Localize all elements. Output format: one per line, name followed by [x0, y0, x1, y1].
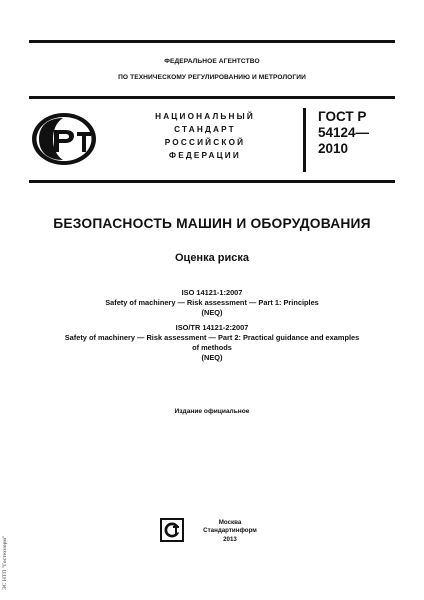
gost-number: 54124—: [318, 125, 370, 140]
agency-rule: [29, 96, 395, 99]
gost-designation: ГОСТ Р: [318, 109, 367, 124]
standard-1-note: (NEQ): [201, 308, 223, 317]
publisher-block: [195, 519, 265, 544]
standard-1-code: ISO 14121-1:2007: [181, 288, 243, 297]
top-rule: [29, 40, 395, 43]
side-watermark-text: ЭС НТП "Гостехнорм": [2, 535, 8, 590]
national-standard-line-1: НАЦИОНАЛЬНЫЙ: [155, 112, 255, 121]
standard-2-note: (NEQ): [201, 353, 223, 362]
gost-year: 2010: [318, 141, 349, 156]
rst-logo-icon: [30, 110, 98, 168]
standard-2-name-line-2: of methods: [192, 343, 232, 352]
document-title: БЕЗОПАСНОСТЬ МАШИН И ОБОРУДОВАНИЯ: [53, 216, 371, 231]
standard-2-code: ISO/TR 14121-2:2007: [175, 323, 249, 332]
national-standard-line-3: РОССИЙСКОЙ: [164, 138, 246, 147]
national-standard-line-2: СТАНДАРТ: [174, 125, 236, 134]
standard-1-name: Safety of machinery — Risk assessment — Part 1: Principles: [105, 298, 319, 307]
header-separator: [303, 108, 306, 172]
standartinform-logo-icon: [160, 518, 184, 542]
agency-line-1: ФЕДЕРАЛЬНОЕ АГЕНТСТВО: [164, 58, 260, 65]
agency-line-2: ПО ТЕХНИЧЕСКОМУ РЕГУЛИРОВАНИЮ И МЕТРОЛОГИИ: [118, 74, 306, 81]
publisher-city: Москва: [218, 519, 242, 526]
document-subtitle: Оценка риска: [175, 252, 249, 264]
publisher-year: 2013: [223, 535, 237, 543]
edition-label: Издание официальное: [174, 408, 250, 415]
header-bottom-rule: [29, 180, 395, 183]
standard-2-name-line-1: Safety of machinery — Risk assessment — Part 2: Practical guidance and examples: [64, 333, 360, 342]
national-standard-line-4: ФЕДЕРАЦИИ: [169, 151, 241, 160]
publisher-name: Стандартинформ: [203, 527, 257, 535]
